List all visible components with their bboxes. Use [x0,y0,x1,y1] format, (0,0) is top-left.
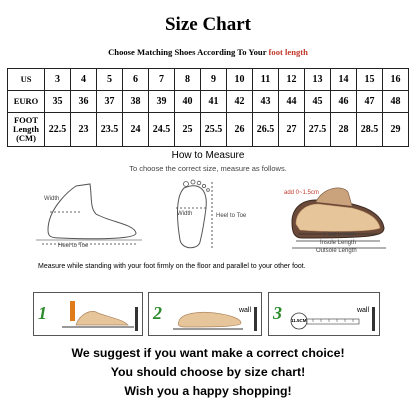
table-cell: 28.5 [357,113,383,147]
step-3-ruler-icon [289,299,363,333]
how-to-subtitle: To choose the correct size, measure as follows. [129,164,287,173]
how-to-title: How to Measure [171,150,245,161]
table-cell: 6 [123,69,149,91]
step-1-number: 1 [38,303,47,323]
fig3-insole-length: Insole Length [320,240,357,246]
table-cell: 16 [383,69,409,91]
table-cell: 7 [149,69,175,91]
table-cell: 25 [175,113,201,147]
step-2-foot-icon [171,299,245,333]
table-cell: 24.5 [149,113,175,147]
table-cell: 25.5 [201,113,227,147]
header-line: FOOT [13,115,39,125]
step-1-foot-icon [56,299,136,333]
table-cell: 28 [331,113,357,147]
table-cell: 23 [71,113,97,147]
table-cell: 44 [279,91,305,113]
fig1-width-label: Width [44,196,60,202]
header-line: Length [13,124,39,134]
table-cell: 13 [305,69,331,91]
table-cell: 3 [45,69,71,91]
fig1-heel-label: Heel to Toe [58,243,89,249]
table-cell: 37 [97,91,123,113]
table-cell: 35 [45,91,71,113]
table-cell: 5 [97,69,123,91]
size-table [7,68,409,147]
table-cell: 15 [357,69,383,91]
table-cell: 27 [279,113,305,147]
step-2-number: 2 [153,303,162,323]
table-cell: 36 [71,91,97,113]
table-cell: 45 [305,91,331,113]
table-cell: 40 [175,91,201,113]
table-cell: 48 [383,91,409,113]
table-cell: 12 [279,69,305,91]
fig3-add-label: add 0~1.5cm [284,190,319,196]
table-cell: 43 [253,91,279,113]
table-cell: 22.5 [45,113,71,147]
message-line-1: We suggest if you want make a correct choice! [71,346,345,360]
table-cell: 29 [383,113,409,147]
table-cell: 24 [123,113,149,147]
step-1-wall [135,307,138,331]
table-cell: 41 [201,91,227,113]
table-cell: 9 [201,69,227,91]
step-3-wall-label: wall [356,307,369,314]
subtitle-highlight: foot length [268,47,308,57]
table-cell: 26.5 [253,113,279,147]
message-line-3: Wish you a happy shopping! [124,384,292,398]
page-title: Size Chart [164,14,251,35]
step-3-wall [372,307,375,331]
fig2-heel-label: Heel to Toe [216,213,247,219]
table-cell: 47 [357,91,383,113]
page-subtitle [0,47,416,57]
subtitle-text: Choose Matching Shoes According To Your [108,47,269,57]
table-cell: 46 [331,91,357,113]
measure-note: Measure while standing with your foot firmly on the floor and parallel to your other foot. [38,263,306,270]
table-cell: 26 [227,113,253,147]
row-header-euro: EURO [8,91,45,113]
table-cell: 27.5 [305,113,331,147]
step-3-number: 3 [273,303,282,323]
table-row-foot-length [8,113,409,147]
table-cell: 10 [227,69,253,91]
step-2-wall-label: wall [238,307,251,314]
row-header-us: US [8,69,45,91]
step-2-panel [148,292,262,336]
table-cell: 23.5 [97,113,123,147]
table-cell: 39 [149,91,175,113]
row-header-foot-length [8,113,45,147]
table-cell: 42 [227,91,253,113]
step-1-panel [33,292,143,336]
step-3-panel [268,292,380,336]
table-cell: 38 [123,91,149,113]
header-line: (CM) [16,133,36,143]
table-row-euro [8,91,409,113]
fig3-foot-length: Foot Length [324,232,357,238]
step-3-marker: 11.5CM [291,318,307,323]
table-cell: 14 [331,69,357,91]
table-row-us [8,69,409,91]
fig2-width-label: Width [177,211,193,217]
step-2-wall [254,307,257,331]
table-cell: 8 [175,69,201,91]
message-line-2: You should choose by size chart! [110,365,306,379]
table-cell: 11 [253,69,279,91]
table-cell: 4 [71,69,97,91]
fig3-outsole-length: Outsole Length [316,248,357,254]
